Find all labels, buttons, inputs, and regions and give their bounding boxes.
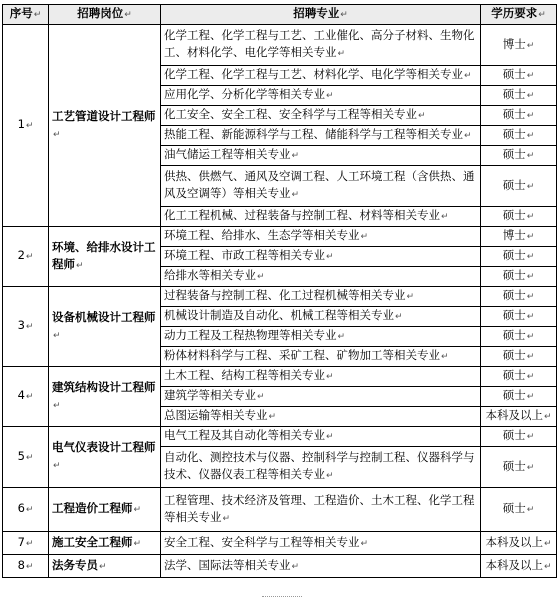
major-text: 过程装备与控制工程、化工过程机械等相关专业 (164, 288, 406, 302)
major-cell (161, 247, 481, 267)
major-text: 自动化、测控技术与仪器、控制科学与控制工程、仪器科学与技术、仪器仪表工程等相关专业 (164, 450, 475, 481)
major-text: 环境工程、给排水、生态学等相关专业 (164, 228, 360, 242)
education-cell (481, 287, 557, 307)
serial-number-cell (3, 427, 49, 488)
education-requirement: 硕士 (502, 268, 526, 282)
education-cell (481, 146, 557, 166)
major-cell (161, 307, 481, 327)
paragraph-mark: ↵ (76, 260, 84, 271)
paragraph-mark: ↵ (526, 111, 535, 121)
serial-number: 6 (17, 501, 25, 515)
paragraph-mark: ↵ (326, 252, 334, 262)
paragraph-mark: ↵ (326, 432, 334, 442)
position-title: 施工安全工程师 (52, 534, 133, 549)
paragraph-mark: ↵ (441, 212, 449, 222)
paragraph-mark: ↵ (526, 432, 535, 442)
paragraph-mark: ↵ (257, 272, 265, 282)
serial-number: 1 (17, 117, 25, 131)
paragraph-mark: ↵ (257, 392, 265, 402)
major-text: 化工工程机械、过程装备与控制工程、材料等相关专业 (164, 208, 440, 222)
education-cell (481, 66, 557, 86)
major-cell (161, 287, 481, 307)
education-requirement: 硕士 (502, 428, 526, 442)
education-cell (481, 166, 557, 207)
major-cell (161, 407, 481, 427)
major-cell (161, 25, 481, 66)
major-cell (161, 555, 481, 578)
serial-number-cell (3, 532, 49, 555)
education-cell (481, 227, 557, 247)
paragraph-mark: ↵ (53, 400, 61, 411)
education-requirement: 硕士 (502, 388, 526, 402)
education-requirement: 硕士 (502, 208, 526, 222)
paragraph-mark: ↵ (526, 252, 535, 262)
education-cell (481, 267, 557, 287)
position-cell (49, 367, 161, 427)
education-cell (481, 327, 557, 347)
paragraph-mark: ↵ (418, 111, 426, 121)
major-text: 供热、供燃气、通风及空调工程、人工环境工程（含供热、通风及空调等）等相关专业 (164, 169, 475, 200)
paragraph-mark: ↵ (25, 121, 34, 131)
paragraph-mark: ↵ (526, 292, 535, 302)
education-cell (481, 555, 557, 578)
education-requirement: 硕士 (502, 248, 526, 262)
serial-number-cell (3, 287, 49, 367)
paragraph-mark: ↵ (222, 513, 231, 524)
position-title: 环境、给排水设计工程师 (52, 239, 156, 271)
paragraph-mark: ↵ (406, 292, 415, 302)
major-text: 油气储运工程等相关专业 (164, 147, 291, 161)
education-requirement: 硕士 (502, 458, 526, 473)
position-cell (49, 287, 161, 367)
major-cell (161, 227, 481, 247)
education-cell (481, 532, 557, 555)
major-text: 机械设计制造及自动化、机械工程等相关专业 (164, 308, 394, 322)
education-requirement: 硕士 (502, 87, 526, 101)
major-text: 粉体材料科学与工程、采矿工程、矿物加工等相关专业 (164, 348, 440, 362)
education-cell (481, 25, 557, 66)
education-requirement: 硕士 (502, 308, 526, 322)
education-cell (481, 86, 557, 106)
major-text: 热能工程、新能源科学与工程、储能科学与工程等相关专业 (164, 127, 463, 141)
paragraph-mark: ↵ (25, 452, 34, 463)
education-requirement: 硕士 (502, 177, 526, 192)
major-text: 化工安全、安全工程、安全科学与工程等相关专业 (164, 107, 417, 121)
paragraph-mark: ↵ (337, 332, 346, 342)
major-cell (161, 387, 481, 407)
major-text: 化学工程、化学工程与工艺、工业催化、高分子材料、生物化工、材料化学、电化学等相关专业 (164, 28, 475, 59)
education-cell (481, 106, 557, 126)
paragraph-mark: ↵ (25, 561, 34, 572)
table-row (3, 427, 557, 447)
table-row (3, 555, 557, 578)
position-cell (49, 488, 161, 532)
position-cell (49, 532, 161, 555)
header-education: 学历要求↵ (481, 5, 557, 25)
serial-number: 3 (17, 318, 25, 332)
paragraph-mark: ↵ (133, 538, 142, 549)
serial-number: 8 (17, 557, 25, 572)
education-cell (481, 247, 557, 267)
major-text: 动力工程及工程热物理等相关专业 (164, 328, 337, 342)
major-cell (161, 447, 481, 488)
position-title: 建筑结构设计工程师 (52, 379, 156, 394)
paragraph-mark: ↵ (291, 561, 300, 572)
paragraph-mark: ↵ (53, 330, 61, 341)
paragraph-mark: ↵ (526, 71, 535, 81)
education-cell (481, 427, 557, 447)
serial-number-cell (3, 367, 49, 427)
education-cell (481, 367, 557, 387)
paragraph-mark: ↵ (526, 232, 535, 242)
paragraph-mark: ↵ (464, 131, 472, 141)
major-text: 电气工程及其自动化等相关专业 (164, 428, 325, 442)
paragraph-mark: ↵ (291, 151, 300, 161)
education-cell (481, 347, 557, 367)
recruitment-table (2, 4, 557, 578)
table-row (3, 488, 557, 532)
header-major: 招聘专业↵ (161, 5, 481, 25)
paragraph-mark: ↵ (25, 505, 34, 515)
paragraph-mark: ↵ (526, 352, 535, 362)
serial-number: 2 (17, 248, 25, 262)
paragraph-mark: ↵ (543, 561, 552, 572)
major-text: 应用化学、分析化学等相关专业 (164, 87, 325, 101)
table-header (3, 5, 557, 25)
paragraph-mark: ↵ (441, 352, 449, 362)
paragraph-mark: ↵ (53, 461, 61, 471)
education-cell (481, 126, 557, 146)
education-cell (481, 307, 557, 327)
paragraph-mark: ↵ (526, 131, 535, 141)
paragraph-mark: ↵ (526, 181, 535, 192)
position-title: 法务专员 (52, 557, 98, 572)
table-row (3, 227, 557, 247)
education-cell (481, 447, 557, 488)
position-cell (49, 25, 161, 227)
paragraph-mark: ↵ (464, 71, 472, 81)
paragraph-mark: ↵ (25, 322, 34, 332)
header-row (3, 5, 557, 25)
paragraph-mark: ↵ (526, 372, 535, 382)
position-cell (49, 427, 161, 488)
position-title: 工艺管道设计工程师 (52, 108, 156, 123)
major-text: 环境工程、市政工程等相关专业 (164, 248, 325, 262)
major-cell (161, 106, 481, 126)
education-requirement: 硕士 (502, 107, 526, 121)
serial-number-cell (3, 227, 49, 287)
paragraph-mark: ↵ (326, 91, 334, 101)
education-requirement: 博士 (502, 228, 526, 242)
serial-number: 4 (17, 388, 25, 402)
education-requirement: 本科及以上 (485, 557, 543, 572)
paragraph-mark: ↵ (99, 561, 107, 572)
paragraph-mark: ↵ (543, 538, 552, 549)
major-cell (161, 126, 481, 146)
paragraph-mark: ↵ (526, 212, 535, 222)
paragraph-mark: ↵ (526, 505, 535, 515)
position-cell (49, 555, 161, 578)
education-requirement: 硕士 (502, 147, 526, 161)
major-cell (161, 66, 481, 86)
education-requirement: 硕士 (502, 67, 526, 81)
paragraph-mark: ↵ (526, 312, 535, 322)
major-cell (161, 427, 481, 447)
paragraph-mark: ↵ (53, 129, 61, 140)
paragraph-mark: ↵ (268, 412, 277, 422)
major-cell (161, 86, 481, 106)
paragraph-mark: ↵ (291, 190, 300, 200)
major-text: 工程管理、技术经济及管理、工程造价、土木工程、化学工程等相关专业 (164, 492, 475, 524)
position-title: 设备机械设计工程师 (52, 309, 156, 324)
education-requirement: 硕士 (502, 328, 526, 342)
header-position: 招聘岗位↵ (49, 5, 161, 25)
serial-number-cell (3, 25, 49, 227)
education-cell (481, 407, 557, 427)
table-row (3, 25, 557, 66)
table-row (3, 287, 557, 307)
paragraph-mark: ↵ (526, 91, 535, 101)
education-requirement: 硕士 (502, 348, 526, 362)
paragraph-mark: ↵ (526, 462, 535, 473)
major-cell (161, 146, 481, 166)
table-row (3, 532, 557, 555)
education-requirement: 硕士 (502, 127, 526, 141)
paragraph-mark: ↵ (25, 392, 34, 402)
paragraph-mark: ↵ (526, 40, 535, 51)
paragraph-mark: ↵ (526, 272, 535, 282)
paragraph-mark: ↵ (395, 312, 403, 322)
education-requirement: 硕士 (502, 501, 526, 515)
major-cell (161, 267, 481, 287)
major-text: 法学、国际法等相关专业 (164, 557, 291, 572)
major-cell (161, 327, 481, 347)
paragraph-mark: ↵ (337, 49, 346, 59)
paragraph-mark: ↵ (326, 372, 334, 382)
table-row (3, 367, 557, 387)
major-cell (161, 532, 481, 555)
education-cell (481, 488, 557, 532)
paragraph-mark: ↵ (360, 232, 369, 242)
major-cell (161, 488, 481, 532)
paragraph-mark: ↵ (526, 151, 535, 161)
education-cell (481, 387, 557, 407)
position-title: 电气仪表设计工程师 (52, 440, 156, 454)
serial-number-cell (3, 555, 49, 578)
header-serial-number: 序号↵ (3, 5, 49, 25)
paragraph-mark: ↵ (526, 332, 535, 342)
serial-number-cell (3, 488, 49, 532)
major-text: 土木工程、结构工程等相关专业 (164, 368, 325, 382)
major-cell (161, 367, 481, 387)
education-requirement: 博士 (502, 36, 526, 51)
paragraph-mark: ↵ (25, 538, 34, 549)
education-requirement: 本科及以上 (485, 534, 543, 549)
major-cell (161, 207, 481, 227)
serial-number: 7 (17, 534, 25, 549)
major-cell (161, 347, 481, 367)
position-title: 工程造价工程师 (52, 501, 133, 515)
education-cell (481, 207, 557, 227)
paragraph-mark: ↵ (360, 538, 369, 549)
page-break-marker (262, 596, 302, 601)
paragraph-mark: ↵ (526, 392, 535, 402)
major-text: 总图运输等相关专业 (164, 408, 268, 422)
major-text: 建筑学等相关专业 (164, 388, 256, 402)
major-cell (161, 166, 481, 207)
serial-number: 5 (17, 448, 25, 463)
education-requirement: 本科及以上 (485, 408, 543, 422)
paragraph-mark: ↵ (25, 252, 34, 262)
major-text: 化学工程、化学工程与工艺、材料化学、电化学等相关专业 (164, 67, 463, 81)
major-text: 安全工程、安全科学与工程等相关专业 (164, 534, 360, 549)
position-cell (49, 227, 161, 287)
paragraph-mark: ↵ (543, 412, 552, 422)
education-requirement: 硕士 (502, 368, 526, 382)
paragraph-mark: ↵ (326, 471, 334, 481)
major-text: 给排水等相关专业 (164, 268, 256, 282)
paragraph-mark: ↵ (133, 505, 142, 515)
table-body (3, 25, 557, 578)
education-requirement: 硕士 (502, 288, 526, 302)
